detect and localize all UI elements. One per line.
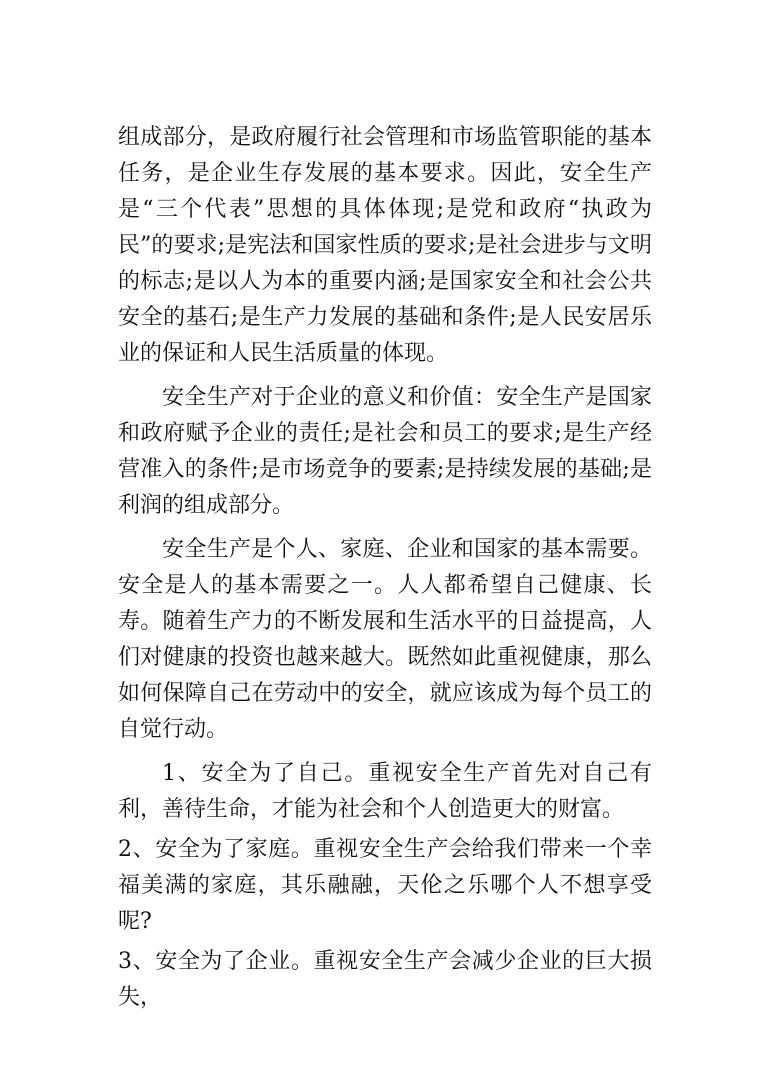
paragraph-basic-needs: 安全生产是个人、家庭、企业和国家的基本需要。安全是人的基本需要之一。人人都希望自己健康、长寿。随着生产力的不断发展和生活水平的日益提高，人们对健康的投资也越来越大。既然如此重视健康，那么如何保障自己在劳动中的安全，就应该成为每个员工的自觉行动。	[118, 537, 652, 742]
paragraph-enterprise-value: 安全生产对于企业的意义和价值：安全生产是国家和政府赋予企业的责任;是社会和员工的要求;是生产经营准入的条件;是市场竞争的要素;是持续发展的基础;是利润的组成部分。	[118, 385, 652, 518]
document-body	[118, 120, 652, 1024]
paragraph-continuation: 组成部分，是政府履行社会管理和市场监管职能的基本任务，是企业生存发展的基本要求。因此，安全生产是“三个代表”思想的具体体现;是党和政府“执政为民”的要求;是宪法和国家性质的要求;是社会进步与文明的标志;是以人为本的重要内涵;是国家安全和社会公共安全的基石;是生产力发展的基础和条件;是人民安居乐业的保证和人民生活质量的体现。	[118, 125, 652, 366]
list-item-family: 2、安全为了家庭。重视安全生产会给我们带来一个幸福美满的家庭，其乐融融，天伦之乐哪个人不想享受呢?	[118, 837, 652, 934]
list-item-enterprise: 3、安全为了企业。重视安全生产会减少企业的巨大损失，	[118, 949, 652, 1010]
list-item-self: 1、安全为了自己。重视安全生产首先对自己有利，善待生命，才能为社会和个人创造更大的财富。	[118, 761, 652, 822]
